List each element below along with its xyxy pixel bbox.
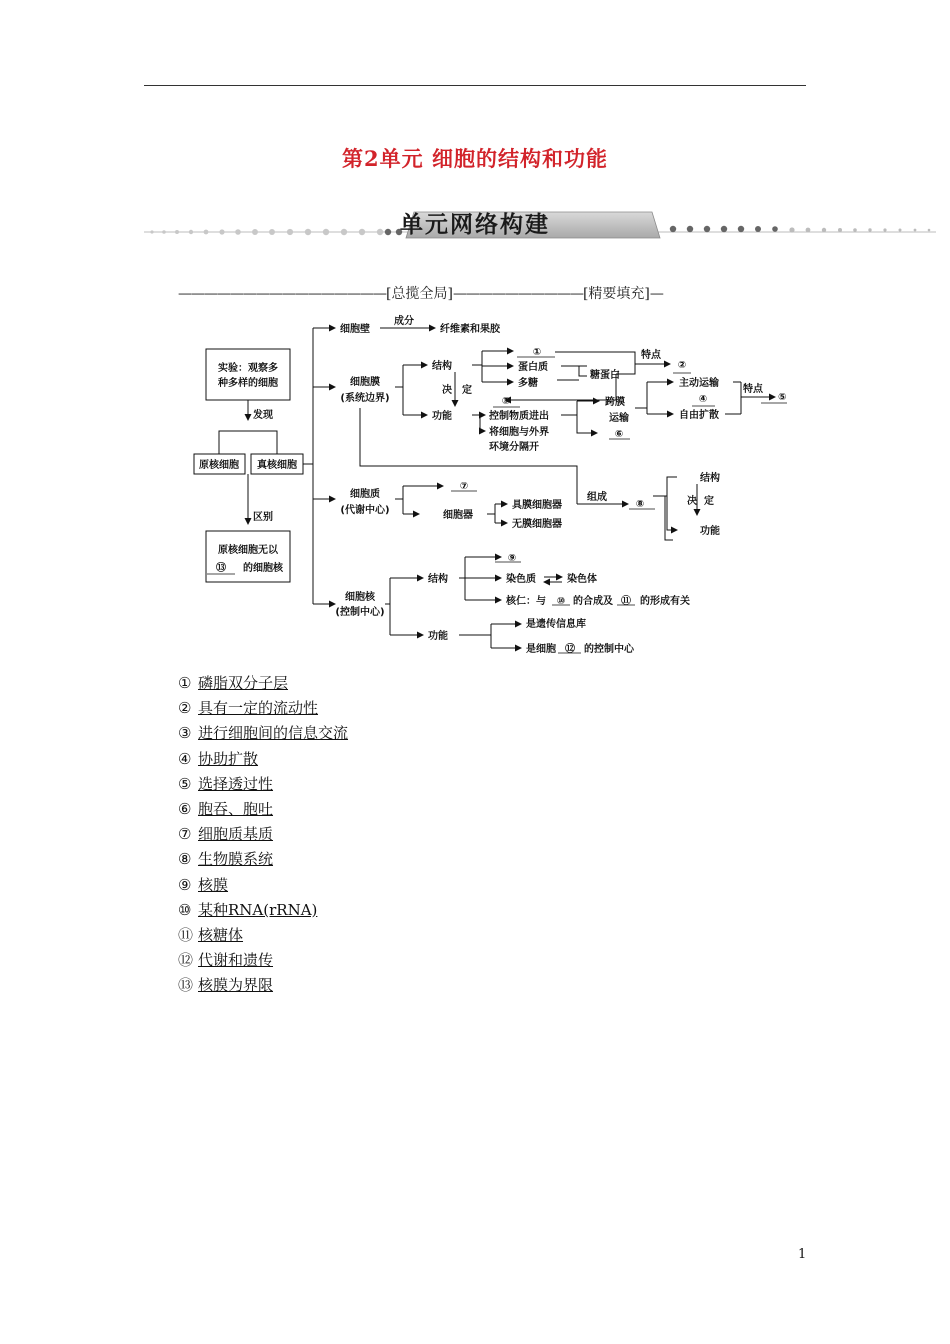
nucleolus-text: 核仁：与 — [506, 596, 546, 607]
cytoplasm-label: 细胞质 — [350, 489, 380, 500]
blank-marker: ⑪ — [621, 596, 631, 607]
fill-label: [精要填充] — [582, 286, 650, 302]
decide-char: 定 — [704, 496, 714, 507]
experiment-text: 种多样的细胞 — [218, 378, 278, 389]
answer-item — [178, 721, 348, 746]
blank-marker: ⑫ — [565, 644, 575, 655]
nucleus-label: (控制中心) — [335, 607, 385, 618]
right-structure-label: 结构 — [700, 473, 720, 484]
control-center-text: 是细胞 — [526, 644, 556, 655]
answer-text: 代谢和遗传 — [198, 951, 274, 970]
control-center-text: 的控制中心 — [584, 644, 634, 655]
answer-item — [178, 822, 348, 847]
answer-text: 选择透过性 — [198, 774, 274, 793]
answer-item — [178, 847, 348, 872]
nucleus-label: 细胞核 — [345, 592, 375, 603]
decide-char: 定 — [462, 385, 472, 396]
answer-item — [178, 873, 348, 898]
concept-map — [185, 312, 795, 660]
answer-text: 核膜 — [198, 875, 229, 894]
answer-item — [178, 973, 348, 998]
banner-title: 单元网络构建 — [400, 212, 550, 238]
chromosome-label: 染色体 — [567, 574, 597, 585]
nucleus-structure-label: 结构 — [428, 574, 448, 585]
function-label: 功能 — [432, 411, 452, 422]
answer-number: ⑨ — [178, 875, 192, 894]
answer-number: ⑤ — [178, 774, 192, 793]
compose-label: 组成 — [587, 492, 607, 503]
answer-number: ③ — [178, 724, 192, 743]
organelle-label: 细胞器 — [443, 510, 473, 521]
nucleus-function-label: 功能 — [428, 631, 448, 642]
answer-item — [178, 772, 348, 797]
dash-rule: —————————— — [452, 286, 583, 302]
right-function-label: 功能 — [700, 526, 720, 537]
transmembrane-label: 运输 — [609, 413, 629, 424]
top-rule — [144, 85, 806, 86]
membrane-label: (系统边界) — [340, 393, 390, 404]
discover-label: 发现 — [253, 410, 273, 421]
answer-text: 生物膜系统 — [198, 850, 274, 869]
answer-number: ⑥ — [178, 799, 192, 818]
overview-label: [总揽全局] — [386, 286, 453, 302]
nucleolus-text: 的形成有关 — [640, 596, 690, 607]
dash-rule: ———————————————— — [178, 286, 386, 302]
answer-number: ① — [178, 674, 192, 692]
answer-number: ⑧ — [178, 850, 192, 869]
active-transport-label: 主动运输 — [679, 378, 719, 389]
answer-item — [178, 923, 348, 948]
blank-marker: ⑨ — [507, 553, 517, 564]
decide-char: 决 — [687, 496, 697, 507]
blank-marker: ⑧ — [635, 499, 645, 510]
difference-text: 的细胞核 — [243, 563, 283, 574]
blank-marker: ⑤ — [778, 392, 787, 403]
answer-item — [178, 898, 348, 923]
answer-number: ⑬ — [178, 976, 194, 995]
blank-marker: ⑦ — [459, 481, 469, 492]
answer-number: ⑫ — [178, 951, 194, 970]
nonmembrane-organelle-label: 无膜细胞器 — [512, 519, 562, 530]
free-diffusion-label: 自由扩散 — [679, 410, 719, 421]
transmembrane-label: 跨膜 — [605, 397, 625, 408]
answer-number: ② — [178, 699, 192, 718]
answer-text: 具有一定的流动性 — [198, 699, 319, 718]
genetic-library-label: 是遗传信息库 — [526, 619, 586, 630]
answer-item — [178, 671, 348, 696]
answer-text: 某种RNA(rRNA) — [198, 900, 318, 919]
page-title: 第2单元 细胞的结构和功能 — [342, 146, 608, 171]
membrane-label: 细胞膜 — [350, 377, 380, 388]
difference-text: 原核细胞无以 — [218, 545, 278, 556]
dash-rule: — — [649, 286, 663, 302]
answer-text: 胞吞、胞吐 — [198, 799, 274, 818]
protein-label: 蛋白质 — [518, 362, 548, 373]
cytoplasm-label: (代谢中心) — [340, 505, 390, 516]
eukaryote-label: 真核细胞 — [257, 460, 297, 471]
answer-item — [178, 948, 348, 973]
cellulose-label: 纤维素和果胶 — [440, 324, 500, 335]
nucleolus-text: 的合成及 — [573, 596, 613, 607]
answer-list — [178, 671, 348, 998]
feature-label: 特点 — [641, 350, 661, 361]
blank-marker: ④ — [698, 394, 708, 405]
difference-label: 区别 — [253, 512, 273, 523]
decide-char: 决 — [442, 385, 452, 396]
separate-label: 环境分隔开 — [489, 442, 539, 453]
feature-label: 特点 — [743, 384, 763, 395]
answer-item — [178, 797, 348, 822]
answer-number: ⑩ — [178, 900, 192, 919]
blank-marker: ⑬ — [216, 563, 226, 574]
answer-number: ⑦ — [178, 825, 192, 844]
blank-marker: ② — [677, 360, 687, 371]
glycoprotein-label: 糖蛋白 — [590, 370, 620, 381]
blank-marker: ① — [532, 347, 542, 358]
membrane-organelle-label: 具膜细胞器 — [512, 500, 562, 511]
cell-wall-label: 细胞壁 — [340, 324, 370, 335]
answer-text: 细胞质基质 — [198, 825, 274, 844]
answer-item — [178, 747, 348, 772]
blank-marker: ⑩ — [556, 596, 566, 607]
experiment-text: 实验：观察多 — [218, 363, 278, 374]
blank-marker: ③ — [501, 396, 511, 407]
answer-text: 核糖体 — [198, 925, 244, 944]
answer-number: ⑪ — [178, 925, 194, 944]
page-number: 1 — [798, 1247, 807, 1262]
composition-label: 成分 — [394, 316, 414, 327]
answer-text: 进行细胞间的信息交流 — [198, 724, 349, 743]
control-transport-label: 控制物质进出 — [489, 411, 549, 422]
prokaryote-label: 原核细胞 — [199, 460, 239, 471]
experiment-box — [206, 349, 290, 400]
chromatin-label: 染色质 — [506, 574, 536, 585]
section-subheading — [178, 283, 663, 303]
blank-marker: ⑥ — [614, 429, 624, 440]
separate-label: 将细胞与外界 — [489, 427, 549, 438]
answer-number: ④ — [178, 749, 192, 768]
structure-label: 结构 — [432, 361, 452, 372]
answer-text: 核膜为界限 — [198, 976, 274, 995]
answer-item — [178, 696, 348, 721]
answer-text: 磷脂双分子层 — [198, 674, 289, 692]
answer-text: 协助扩散 — [198, 749, 259, 768]
polysaccharide-label: 多糖 — [518, 378, 538, 389]
